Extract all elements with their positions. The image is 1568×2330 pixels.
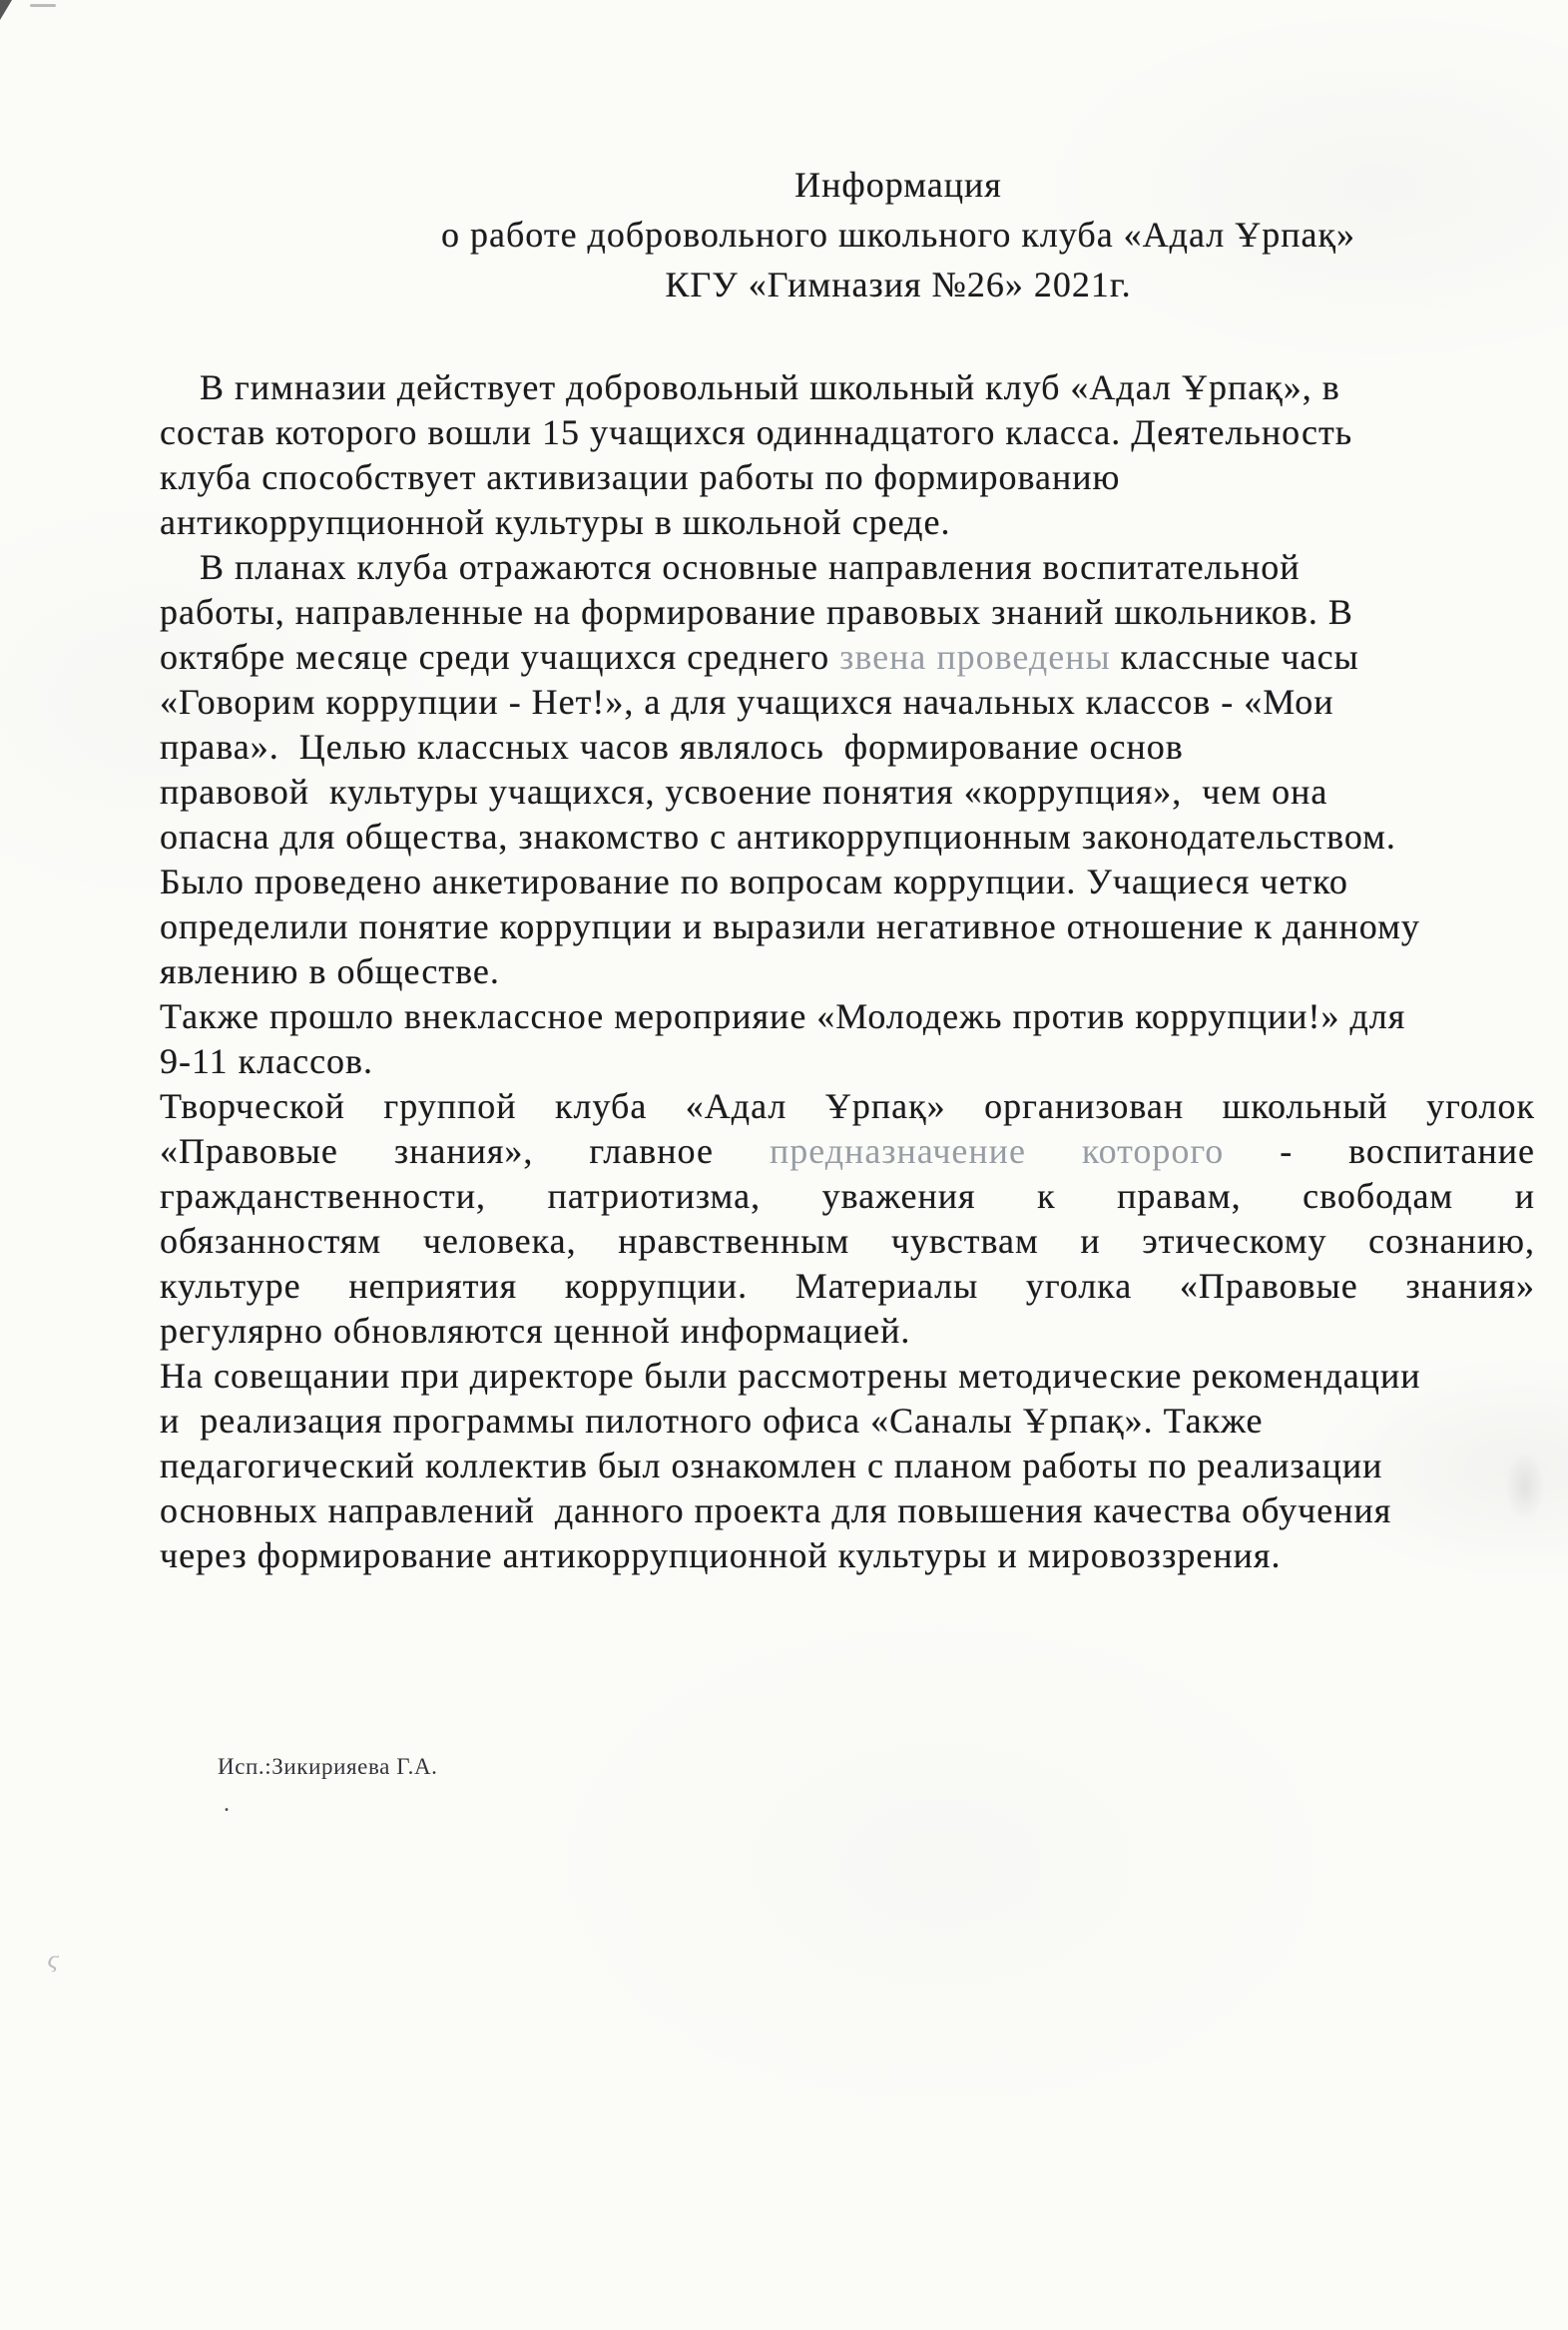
document-organization-year: КГУ «Гимназия №26» 2021г.	[665, 265, 1132, 304]
document-text-line	[160, 365, 1535, 410]
document-body	[160, 365, 1535, 1578]
text-segment: явлению в обществе.	[160, 951, 500, 991]
text-segment: и реализация программы пилотного офиса «Саналы Ұрпақ». Также	[160, 1401, 1264, 1441]
document-title: Информация	[794, 165, 1002, 205]
text-segment: Также прошло внеклассное мероприяие «Молодежь против коррупции!» для	[160, 996, 1406, 1036]
text-segment: педагогический коллектив был ознакомлен с планом работы по реализации	[160, 1446, 1383, 1485]
text-segment: культуре неприятия коррупции. Материалы уголка «Правовые знания»	[160, 1266, 1535, 1306]
document-text-line	[160, 1444, 1535, 1488]
text-segment: опасна для общества, знакомство с антикоррупционным законодательством.	[160, 817, 1396, 857]
text-segment: 9-11 классов.	[160, 1041, 374, 1081]
document-text-line	[160, 770, 1535, 815]
text-segment: работы, направленные на формирование правовых знаний школьников. В	[160, 592, 1353, 632]
document-text-line	[160, 1533, 1535, 1578]
document-text-line	[160, 680, 1535, 725]
document-text-line	[160, 545, 1535, 590]
document-text-line	[160, 904, 1535, 949]
text-segment: На совещании при директоре были рассмотрены методические рекомендации	[160, 1356, 1421, 1396]
document-text-line	[160, 635, 1535, 680]
text-segment: «Правовые знания», главное	[160, 1131, 770, 1171]
faded-text-segment: звена проведены	[839, 637, 1111, 677]
text-segment: правовой культуры учащихся, усвоение понятия «коррупция», чем она	[160, 772, 1328, 812]
faded-text-segment: предназначение которого	[769, 1131, 1225, 1171]
document-subtitle: о работе добровольного школьного клуба «Адал Ұрпақ»	[441, 215, 1355, 255]
document-text-line	[160, 1039, 1535, 1084]
text-segment: права». Целью классных часов являлось формирование основ	[160, 727, 1184, 767]
document-text-line	[160, 725, 1535, 770]
document-text-line	[160, 1488, 1535, 1533]
text-segment: Творческой группой клуба «Адал Ұрпақ» организован школьный уголок	[160, 1086, 1535, 1126]
text-segment: клуба способствует активизации работы по формированию	[160, 457, 1121, 497]
executor-line: Исп.:Зикирияева Г.А.	[218, 1754, 438, 1779]
document-text-line	[160, 1309, 1535, 1354]
document-text-line	[160, 1264, 1535, 1309]
document-text-line	[160, 1399, 1535, 1444]
text-segment: через формирование антикоррупционной культуры и мировоззрения.	[160, 1535, 1282, 1575]
text-segment: Было проведено анкетирование по вопросам коррупции. Учащиеся четко	[160, 862, 1348, 901]
document-text-line	[160, 1219, 1535, 1264]
stray-period: .	[224, 1791, 230, 1817]
text-segment: классные часы	[1110, 637, 1359, 677]
document-text-line	[160, 1129, 1535, 1174]
text-segment: состав которого вошли 15 учащихся одиннадцатого класса. Деятельность	[160, 412, 1353, 452]
scan-squiggle-artifact: ϛ	[45, 1944, 62, 1975]
text-segment: - воспитание	[1224, 1131, 1535, 1171]
document-text-line	[160, 500, 1535, 545]
document-text-line	[160, 860, 1535, 904]
text-segment: регулярно обновляются ценной информацией.	[160, 1311, 911, 1351]
document-title-block	[230, 160, 1567, 309]
text-segment: «Говорим коррупции - Нет!», а для учащихся начальных классов - «Мои	[160, 682, 1334, 722]
document-text-line	[160, 410, 1535, 455]
document-text-line	[160, 1354, 1535, 1399]
text-segment: В гимназии действует добровольный школьный клуб «Адал Ұрпақ», в	[200, 367, 1340, 407]
document-text-line	[160, 455, 1535, 500]
document-text-line	[160, 590, 1535, 635]
document-text-line	[160, 994, 1535, 1039]
document-text-line	[160, 815, 1535, 860]
text-segment: основных направлений данного проекта для повышения качества обучения	[160, 1490, 1392, 1530]
text-segment: октябре месяце среди учащихся среднего	[160, 637, 840, 677]
scan-corner-artifact	[0, 0, 12, 20]
text-segment: обязанностям человека, нравственным чувствам и этическому сознанию,	[160, 1221, 1535, 1261]
document-text-line	[160, 1174, 1535, 1219]
text-segment: антикоррупционной культуры в школьной среде.	[160, 502, 951, 542]
document-text-line	[160, 1084, 1535, 1129]
text-segment: В планах клуба отражаются основные направления воспитательной	[200, 547, 1301, 587]
text-segment: гражданственности, патриотизма, уважения к правам, свободам и	[160, 1176, 1535, 1216]
text-segment: определили понятие коррупции и выразили негативное отношение к данному	[160, 906, 1420, 946]
document-text-line	[160, 949, 1535, 994]
scan-edge-artifact	[30, 4, 56, 7]
